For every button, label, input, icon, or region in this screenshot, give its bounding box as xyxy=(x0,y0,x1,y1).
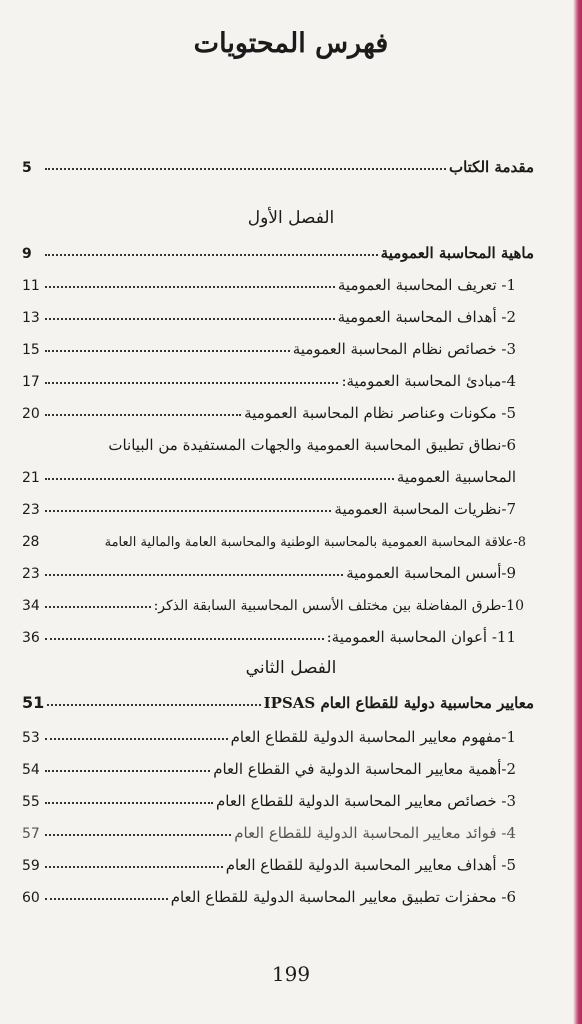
toc-entry[interactable] xyxy=(22,752,534,778)
toc-entry-label: 7-نظريات المحاسبة العمومية xyxy=(334,500,516,518)
toc-entry-intro[interactable] xyxy=(22,150,534,176)
toc-entry-label: 4- فوائد معايير المحاسبة الدولية للقطاع العام xyxy=(234,824,516,842)
toc-entry-label: 1- تعريف المحاسبة العمومية xyxy=(337,276,516,294)
toc-entry-page: 55 xyxy=(22,794,40,810)
toc-entry-label: 6-نطاق تطبيق المحاسبة العمومية والجهات المستفيدة من البيانات xyxy=(108,436,516,454)
toc-entry-page: 13 xyxy=(22,310,40,326)
page-number: 199 xyxy=(271,962,311,986)
toc-entry[interactable] xyxy=(22,428,534,454)
dot-leader xyxy=(45,254,378,256)
toc-entry[interactable] xyxy=(22,492,534,518)
dot-leader xyxy=(47,704,260,706)
toc-entry-page: 59 xyxy=(22,858,40,874)
toc-entry-page: 17 xyxy=(22,374,40,390)
dot-leader xyxy=(45,510,331,512)
dot-leader xyxy=(45,478,394,480)
toc-entry[interactable] xyxy=(22,720,534,746)
dot-leader xyxy=(45,866,223,868)
toc-entry-label: المحاسبية العمومية xyxy=(396,468,516,486)
toc-entry[interactable] xyxy=(22,332,534,358)
toc-entry-label: 11- أعوان المحاسبة العمومية: xyxy=(326,628,516,646)
toc-entry-label: 9-أسس المحاسبة العمومية xyxy=(346,564,516,582)
dot-leader xyxy=(45,574,343,576)
toc-entry-page: 57 xyxy=(22,826,40,842)
toc-entry-label: 5- مكونات وعناصر نظام المحاسبة العمومية xyxy=(244,404,516,422)
toc-entry-page: 54 xyxy=(22,762,40,778)
toc-entry-page: 28 xyxy=(22,534,40,550)
toc-entry-page: 11 xyxy=(22,278,40,294)
dot-leader xyxy=(45,802,213,804)
toc-entry[interactable] xyxy=(22,588,534,614)
toc-entry-page: 53 xyxy=(22,730,40,746)
toc-entry-label: 5- أهداف معايير المحاسبة الدولية للقطاع العام xyxy=(225,856,516,874)
toc-entry-label: 2- أهداف المحاسبة العمومية xyxy=(337,308,516,326)
toc-entry[interactable] xyxy=(22,556,534,582)
toc-entry-page: 23 xyxy=(22,502,40,518)
toc-entry-label: مقدمة الكتاب xyxy=(448,158,534,176)
dot-leader xyxy=(45,638,324,640)
toc-entry[interactable] xyxy=(22,460,534,486)
toc-entry[interactable] xyxy=(22,268,534,294)
toc-entry-page: 21 xyxy=(22,470,40,486)
toc-entry[interactable] xyxy=(22,848,534,874)
toc-entry-label: 6- محفزات تطبيق معايير المحاسبة الدولية للقطاع العام xyxy=(170,888,516,906)
toc-entry[interactable] xyxy=(22,784,534,810)
toc-entry-page: 60 xyxy=(22,890,40,906)
toc-entry-label: معايير محاسبية دولية للقطاع العام IPSAS xyxy=(263,694,534,712)
toc-entry-label: 3- خصائص نظام المحاسبة العمومية xyxy=(292,340,516,358)
toc-entry-label: 1-مفهوم معايير المحاسبة الدولية للقطاع العام xyxy=(230,728,516,746)
toc-entry-page: 51 xyxy=(22,693,45,712)
toc-chapter-main-1[interactable] xyxy=(22,236,534,262)
dot-leader xyxy=(45,318,335,320)
dot-leader xyxy=(45,770,210,772)
toc-entry[interactable] xyxy=(22,880,534,906)
page-title: فهرس المحتويات xyxy=(193,28,389,59)
toc-entry-page: 15 xyxy=(22,342,40,358)
toc-entry-label: 2-أهمية معايير المحاسبة الدولية في القطاع العام xyxy=(213,760,516,778)
dot-leader xyxy=(45,350,290,352)
toc-entry-label: ماهية المحاسبة العمومية xyxy=(380,244,534,262)
dot-leader xyxy=(45,382,338,384)
toc-entry-label: 4-مبادئ المحاسبة العمومية: xyxy=(341,372,516,390)
toc-entry-page: 23 xyxy=(22,566,40,582)
dot-leader xyxy=(45,898,168,900)
dot-leader xyxy=(45,414,241,416)
toc-entry-label: 10-طرق المفاضلة بين مختلف الأسس المحاسبية السابقة الذكر: xyxy=(153,598,524,614)
toc-entry[interactable] xyxy=(22,620,534,646)
toc-entry[interactable] xyxy=(22,300,534,326)
toc-entry-page: 34 xyxy=(22,598,40,614)
dot-leader xyxy=(45,286,335,288)
chapter-heading-2: الفصل الثاني xyxy=(245,658,337,678)
toc-entry-page: 5 xyxy=(22,160,32,176)
toc-entry[interactable] xyxy=(22,816,534,842)
dot-leader xyxy=(45,606,151,608)
dot-leader xyxy=(45,834,231,836)
toc-entry[interactable] xyxy=(22,364,534,390)
dot-leader xyxy=(45,738,228,740)
toc-entry-label: 3- خصائص معايير المحاسبة الدولية للقطاع العام xyxy=(215,792,516,810)
toc-entry-page: 9 xyxy=(22,246,32,262)
toc-entry[interactable] xyxy=(22,396,534,422)
toc-entry-page: 20 xyxy=(22,406,40,422)
toc-chapter-main-2[interactable] xyxy=(22,686,534,712)
toc-entry[interactable] xyxy=(22,524,534,550)
page-edge-decoration xyxy=(573,0,582,1024)
toc-entry-page: 36 xyxy=(22,630,40,646)
toc-entry-label: 8-علاقة المحاسبة العمومية بالمحاسبة الوطنية والمحاسبة العامة والمالية العامة xyxy=(104,535,526,550)
chapter-heading-1: الفصل الأول xyxy=(247,208,335,228)
dot-leader xyxy=(45,168,446,170)
